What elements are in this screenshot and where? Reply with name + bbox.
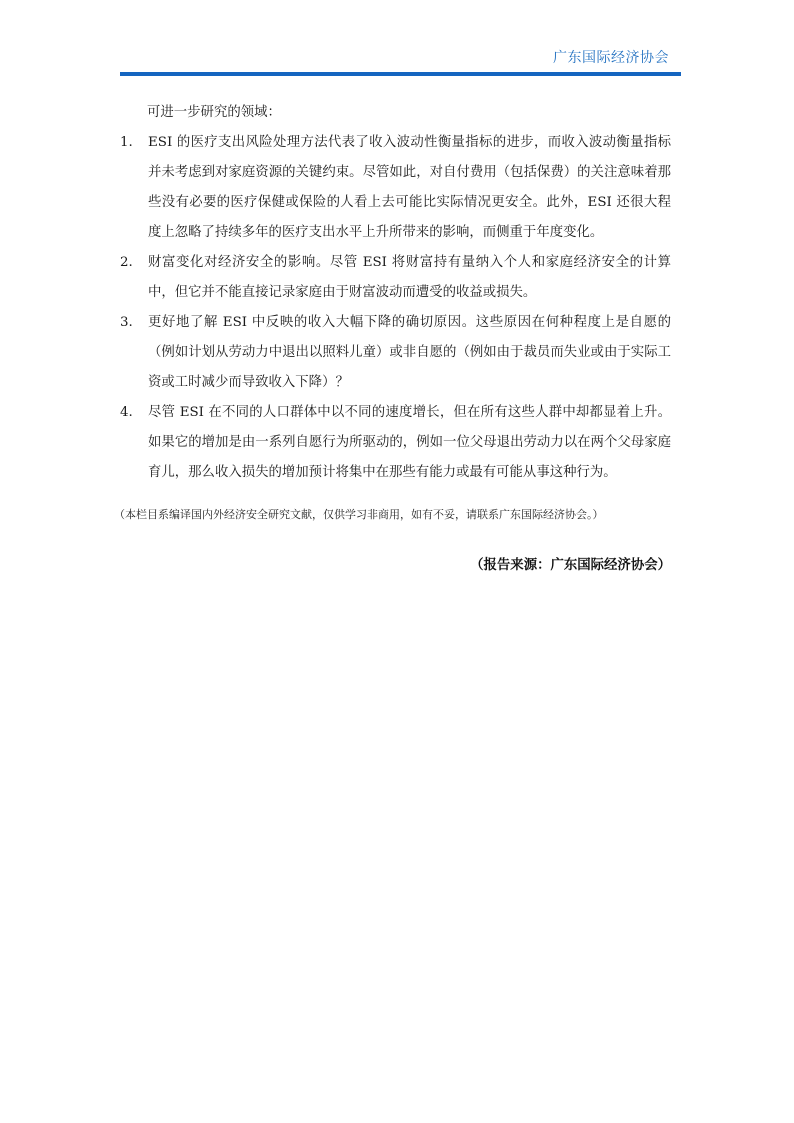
header-divider xyxy=(120,72,681,76)
list-item xyxy=(120,128,671,248)
list-item xyxy=(120,248,671,308)
disclaimer-note: （本栏目系编译国内外经济安全研究文献，仅供学习非商用，如有不妥，请联系广东国际经济协会。） xyxy=(114,508,604,521)
list-item xyxy=(120,398,671,488)
list-item-text: 尽管 ESI 在不同的人口群体中以不同的速度增长，但在所有这些人群中却都显着上升。如果它的增加是由一系列自愿行为所驱动的，例如一位父母退出劳动力以在两个父母家庭育儿，那么收入损失的增加预计将集中在那些有能力或最有可能从事这种行为。 xyxy=(148,405,671,480)
list-item-text: ESI 的医疗支出风险处理方法代表了收入波动性衡量指标的进步，而收入波动衡量指标并未考虑到对家庭资源的关键约束。尽管如此，对自付费用（包括保费）的关注意味着那些没有必要的医疗保健或保险的人看上去可能比实际情况更安全。此外，ESI 还很大程度上忽略了持续多年的医疗支出水平上升所带来的影响，而侧重于年度变化。 xyxy=(148,135,671,240)
list-item-number: 4. xyxy=(120,405,133,420)
intro-paragraph: 可进一步研究的领域： xyxy=(147,105,281,120)
list-item-text: 更好地了解 ESI 中反映的收入大幅下降的确切原因。这些原因在何种程度上是自愿的（例如计划从劳动力中退出以照料儿童）或非自愿的（例如由于裁员而失业或由于实际工资或工时减少而导致收入下降）？ xyxy=(148,315,671,390)
document-body xyxy=(114,98,671,573)
list-item-number: 1. xyxy=(120,135,133,150)
list-item-number: 2. xyxy=(120,255,133,270)
header-organization: 广东国际经济协会 xyxy=(553,50,669,66)
list-item-text: 财富变化对经济安全的影响。尽管 ESI 将财富持有量纳入个人和家庭经济安全的计算中，但它并不能直接记录家庭由于财富波动而遭受的收益或损失。 xyxy=(148,255,671,300)
report-source: （报告来源：广东国际经济协会） xyxy=(470,558,671,573)
list-item-number: 3. xyxy=(120,315,133,330)
research-areas-list xyxy=(120,128,671,488)
list-item xyxy=(120,308,671,398)
